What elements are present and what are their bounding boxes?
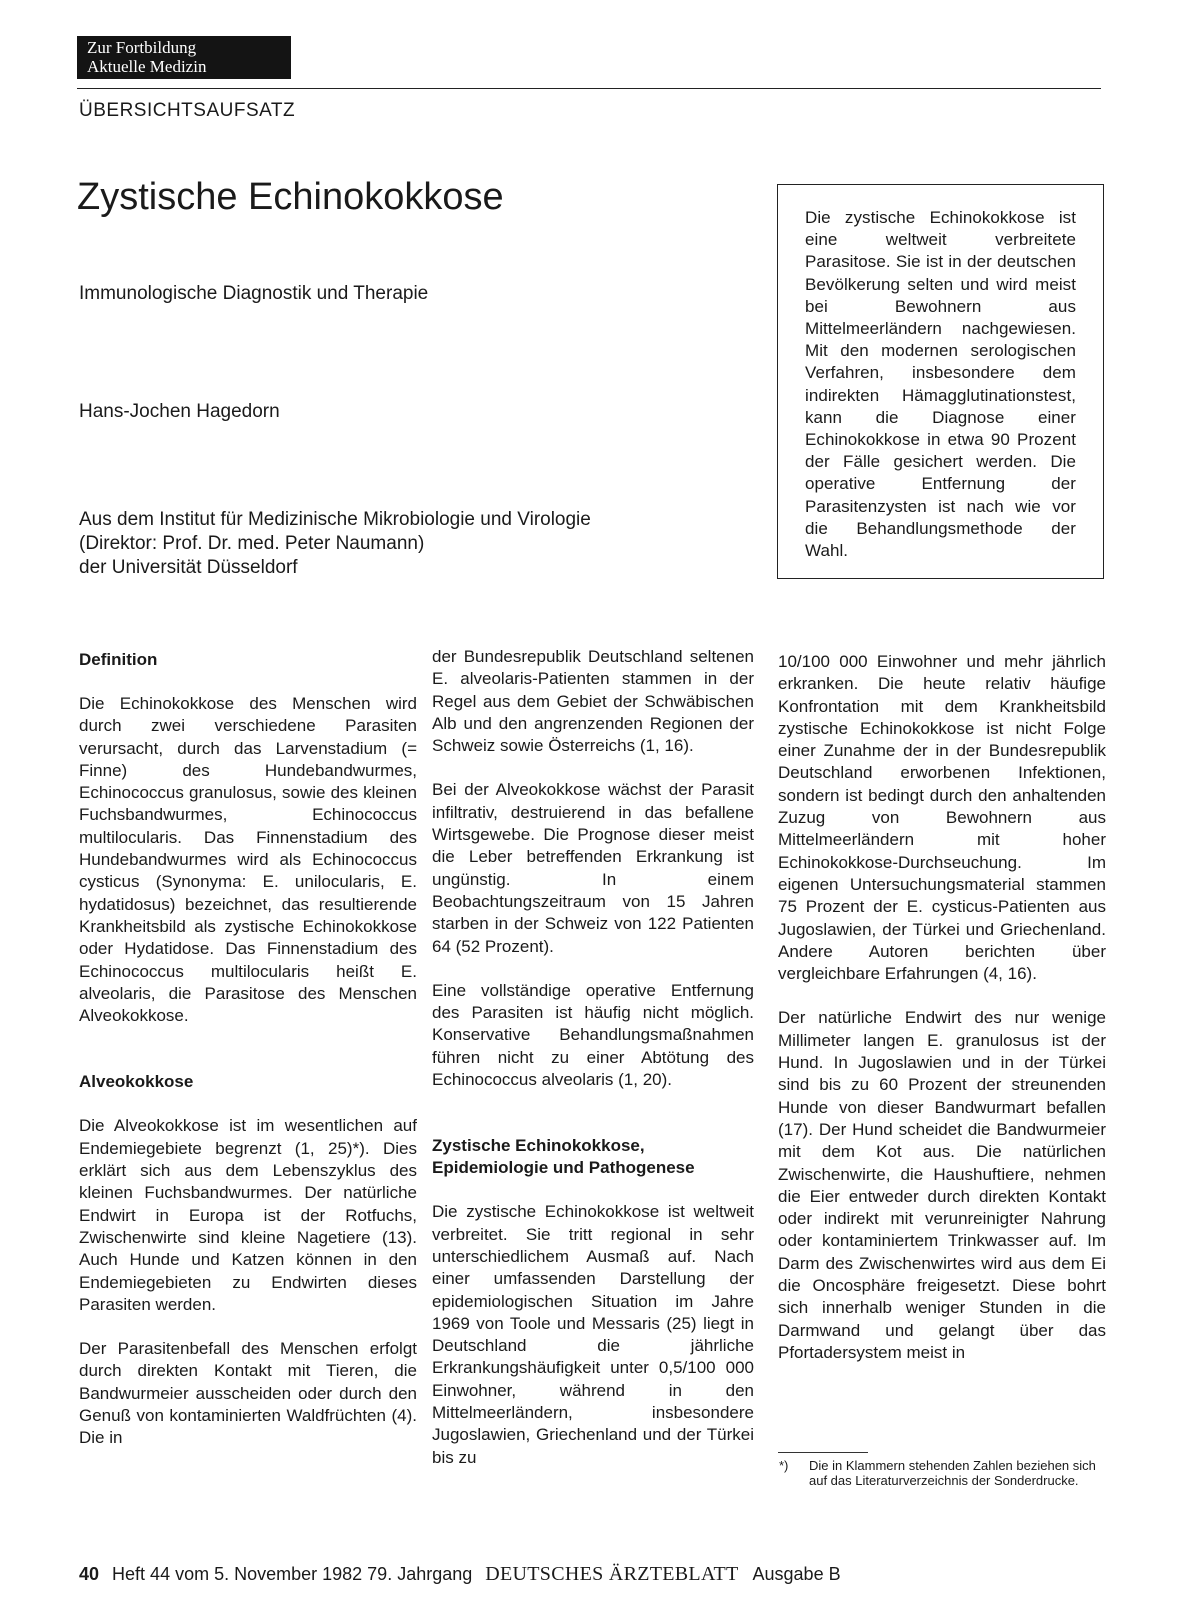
affiliation-line-3: der Universität Düsseldorf xyxy=(79,557,298,578)
column-1 xyxy=(79,649,417,1450)
article-title: Zystische Echinokokkose xyxy=(77,176,504,218)
badge-line-2: Aktuelle Medizin xyxy=(87,57,207,76)
page-footer xyxy=(79,1563,841,1586)
issue-info: Heft 44 vom 5. November 1982 79. Jahrgang xyxy=(112,1564,473,1584)
heading-line-1: Zystische Echinokokkose, xyxy=(432,1136,645,1156)
paragraph: Der natürliche Endwirt des nur wenige Millimeter langen E. granulosus ist der Hund. In Jugoslawien und in der Türkei sind bis zu 60 Prozent der streunenden Hunde von dieser Bandwurmart befallen (17). Der Hund scheidet die Bandwurmeier mit dem Kot aus. Die natürlichen Zwischenwirte, die Haushuftiere, nehmen die Eier entweder durch direkten Kontakt oder indirekt mit verunreinigter Nahrung oder kontaminiertem Trinkwasser auf. Im Darm des Zwischenwirtes wird aus dem Ei die Oncosphäre freigesetzt. Diese bohrt sich innerhalb weniger Stunden in die Darmwand und gelangt über das Pfortadersystem meist in xyxy=(778,1008,1106,1362)
paragraph: Der Parasitenbefall des Menschen erfolgt durch direkten Kontakt mit Tieren, die Bandwurmeier ausscheiden oder durch den Genuß von kontaminierten Waldfrüchten (4). Die in xyxy=(79,1339,417,1448)
paragraph: Die Alveokokkose ist im wesentlichen auf Endemiegebiete begrenzt (1, 25)*). Dies erklärt sich aus dem Lebenszyklus des kleinen Fuchsbandwurmes. Der natürliche Endwirt in Europa ist der Rotfuchs, Zwischenwirte sind kleine Nagetiere (13). Auch Hunde und Katzen können in den Endemiegebieten zu Endwirten dieses Parasiten werden. xyxy=(79,1116,417,1314)
footnote-text: Die in Klammern stehenden Zahlen beziehen sich auf das Literaturverzeichnis der Sonderdrucke. xyxy=(809,1458,1096,1488)
article-subtitle: Immunologische Diagnostik und Therapie xyxy=(79,283,429,304)
abstract-box xyxy=(777,184,1104,579)
section-label: ÜBERSICHTSAUFSATZ xyxy=(79,100,296,121)
paragraph: der Bundesrepublik Deutschland seltenen E. alveolaris-Patienten stammen in der Regel aus dem Gebiet der Schwäbischen Alb und den angrenzenden Regionen der Schweiz sowie Österreichs (1, 16). xyxy=(432,647,754,756)
footnote-mark: *) xyxy=(779,1458,789,1473)
affiliation-line-2: (Direktor: Prof. Dr. med. Peter Naumann) xyxy=(79,533,425,554)
column-3 xyxy=(778,651,1106,1364)
heading-line-2: Epidemiologie und Pathogenese xyxy=(432,1158,695,1178)
heading-epidemiologie xyxy=(432,1135,754,1179)
paragraph: Die Echinokokkose des Menschen wird durch zwei verschiedene Parasiten verursacht, durch das Larvenstadium (= Finne) des Hundebandwurmes, Echinococcus granulosus, sowie des kleinen Fuchsbandwurmes, Echinococcus multilocularis. Das Finnenstadium des Hundebandwurmes wird als Echinococcus cysticus (Synonyma: E. unilocularis, E. hydatidosus) bezeichnet, das resultierende Krankheitsbild als zystische Echinokokkose oder Hydatidose. Das Finnenstadium des Echinococcus multilocularis heißt E. alveolaris, die Parasitose des Menschen Alveokokkose. xyxy=(79,694,417,1026)
header-rule xyxy=(77,88,1101,89)
paragraph: Eine vollständige operative Entfernung des Parasiten ist häufig nicht möglich. Konservative Behandlungsmaßnahmen führen nicht zu einer Abtötung des Echinococcus alveolaris (1, 20). xyxy=(432,980,754,1090)
page-number: 40 xyxy=(79,1564,100,1584)
paragraph: 10/100 000 Einwohner und mehr jährlich erkranken. Die heute relativ häufige Konfrontation mit dem Krankheitsbild zystische Echinokokkose ist nicht Folge einer Zunahme der in der Bundesrepublik Deutschland erworbenen Infektionen, sondern ist bedingt durch den anhaltenden Zuzug von Bewohnern aus Mittelmeerländern mit hoher Echinokokkose-Durchseuchung. Im eigenen Untersuchungsmaterial stammen 75 Prozent der E. cysticus-Patienten aus Jugoslawien, der Türkei und Griechenland. Andere Autoren berichten über vergleichbare Erfahrungen (4, 16). xyxy=(778,652,1106,984)
heading-definition: Definition xyxy=(79,650,158,669)
affiliation-line-1: Aus dem Institut für Medizinische Mikrobiologie und Virologie xyxy=(79,509,591,530)
column-2 xyxy=(432,646,754,1469)
badge-line-1: Zur Fortbildung xyxy=(87,38,197,57)
section-badge xyxy=(77,36,291,79)
author-name: Hans-Jochen Hagedorn xyxy=(79,401,280,422)
paragraph: Bei der Alveokokkose wächst der Parasit infiltrativ, destruierend in das befallene Wirtsgewebe. Die Prognose dieser meist die Leber betreffenden Erkrankung ist ungünstig. In einem Beobachtungszeitraum von 15 Jahren starben in der Schweiz von 122 Patienten 64 (52 Prozent). xyxy=(432,780,754,956)
journal-name: DEUTSCHES ÄRZTEBLATT xyxy=(485,1563,739,1585)
heading-alveokokkose: Alveokokkose xyxy=(79,1072,194,1092)
affiliation xyxy=(79,508,591,580)
abstract-text: Die zystische Echinokokkose ist eine weltweit verbreitete Parasitose. Sie ist in der deutschen Bevölkerung selten und wird meist bei Bewohnern aus Mittelmeerländern nachgewiesen. Mit den modernen serologischen Verfahren, insbesondere dem indirekten Hämagglutinationstest, kann die Diagnose einer Echinokokkose in etwa 90 Prozent der Fälle gesichert werden. Die operative Entfernung der Parasitenzysten ist nach wie vor die Behandlungsmethode der Wahl. xyxy=(805,208,1076,561)
footnote xyxy=(779,1458,1106,1488)
paragraph: Die zystische Echinokokkose ist weltweit verbreitet. Sie tritt regional in sehr unterschiedlichem Ausmaß auf. Nach einer umfassenden Darstellung der epidemiologischen Situation im Jahre 1969 von Toole und Messaris (25) liegt in Deutschland die jährliche Erkrankungshäufigkeit unter 0,5/100 000 Einwohner, während in den Mittelmeerländern, insbesondere Jugoslawien, Griechenland und der Türkei bis zu xyxy=(432,1202,754,1467)
footnote-rule xyxy=(778,1452,868,1453)
edition: Ausgabe B xyxy=(752,1564,841,1584)
